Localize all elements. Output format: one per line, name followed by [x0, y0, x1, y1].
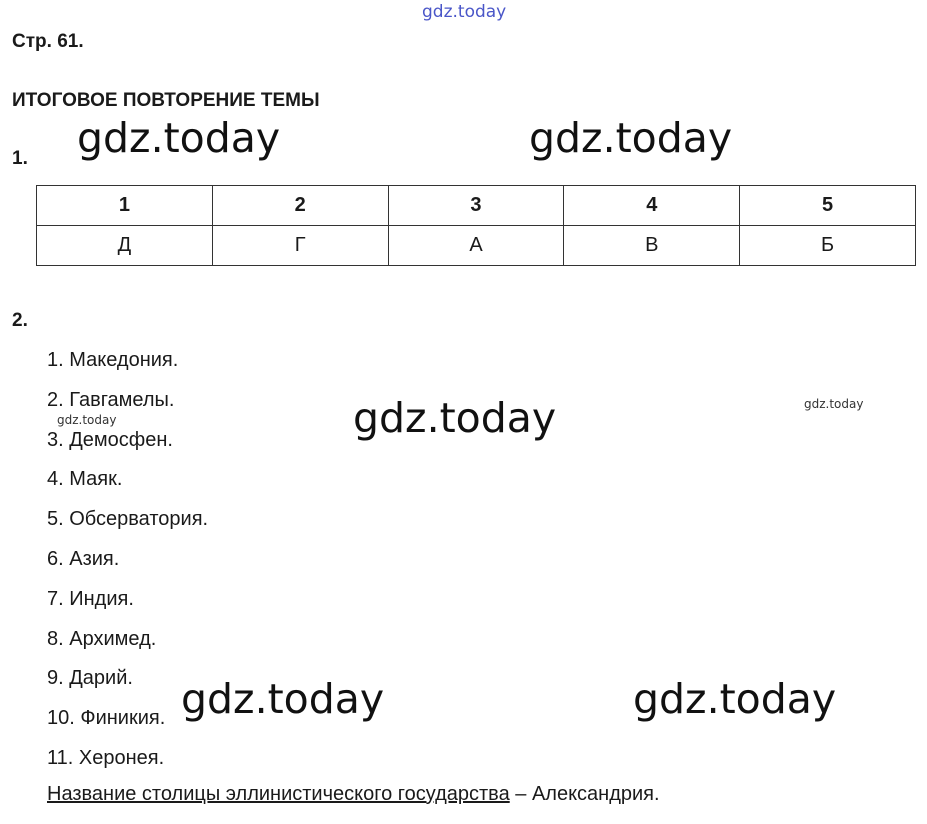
list-item: 11. Херонея. — [47, 746, 165, 769]
list-item: 1. Македония. — [47, 349, 179, 371]
answer-table — [36, 185, 916, 266]
answer-table-header-row — [37, 186, 916, 226]
list-item: 2. Гавгамелы. — [47, 388, 175, 411]
watermark-top: gdz.today — [422, 2, 507, 22]
table-cell: Б — [740, 226, 916, 266]
table-header-cell: 2 — [212, 186, 388, 226]
watermark: gdz.today — [181, 675, 385, 723]
answer-table-row — [37, 226, 916, 266]
capital-answer: – Александрия. — [509, 783, 660, 805]
answer-list — [47, 348, 208, 786]
capital-answer-line — [47, 783, 660, 806]
list-item: 10. Финикия. — [47, 707, 166, 730]
watermark: gdz.today — [77, 114, 281, 162]
list-item: 8. Архимед. — [47, 627, 157, 650]
list-item: 3. Демосфен. — [47, 428, 173, 451]
table-cell: А — [388, 226, 564, 266]
list-item: 5. Обсерватория. — [47, 508, 209, 531]
list-item: 7. Индия. — [47, 587, 134, 610]
section-title: ИТОГОВОЕ ПОВТОРЕНИЕ ТЕМЫ — [12, 90, 320, 111]
table-header-cell: 3 — [388, 186, 564, 226]
watermark: gdz.today — [633, 675, 837, 723]
table-cell: Д — [37, 226, 213, 266]
watermark: gdz.today — [353, 394, 557, 442]
watermark-small: gdz.today — [57, 413, 117, 427]
table-header-cell: 5 — [740, 186, 916, 226]
list-item: 6. Азия. — [47, 547, 120, 570]
table-cell: Г — [212, 226, 388, 266]
task-2-number: 2. — [12, 310, 28, 331]
table-header-cell: 4 — [564, 186, 740, 226]
table-cell: В — [564, 226, 740, 266]
table-header-cell: 1 — [37, 186, 213, 226]
page-reference: Стр. 61. — [12, 31, 84, 52]
list-item: 9. Дарий. — [47, 667, 133, 690]
watermark-small: gdz.today — [804, 397, 864, 411]
capital-label: Название столицы эллинистического государства — [47, 783, 510, 805]
watermark: gdz.today — [529, 114, 733, 162]
list-item: 4. Маяк. — [47, 468, 123, 491]
task-1-number: 1. — [12, 148, 28, 169]
